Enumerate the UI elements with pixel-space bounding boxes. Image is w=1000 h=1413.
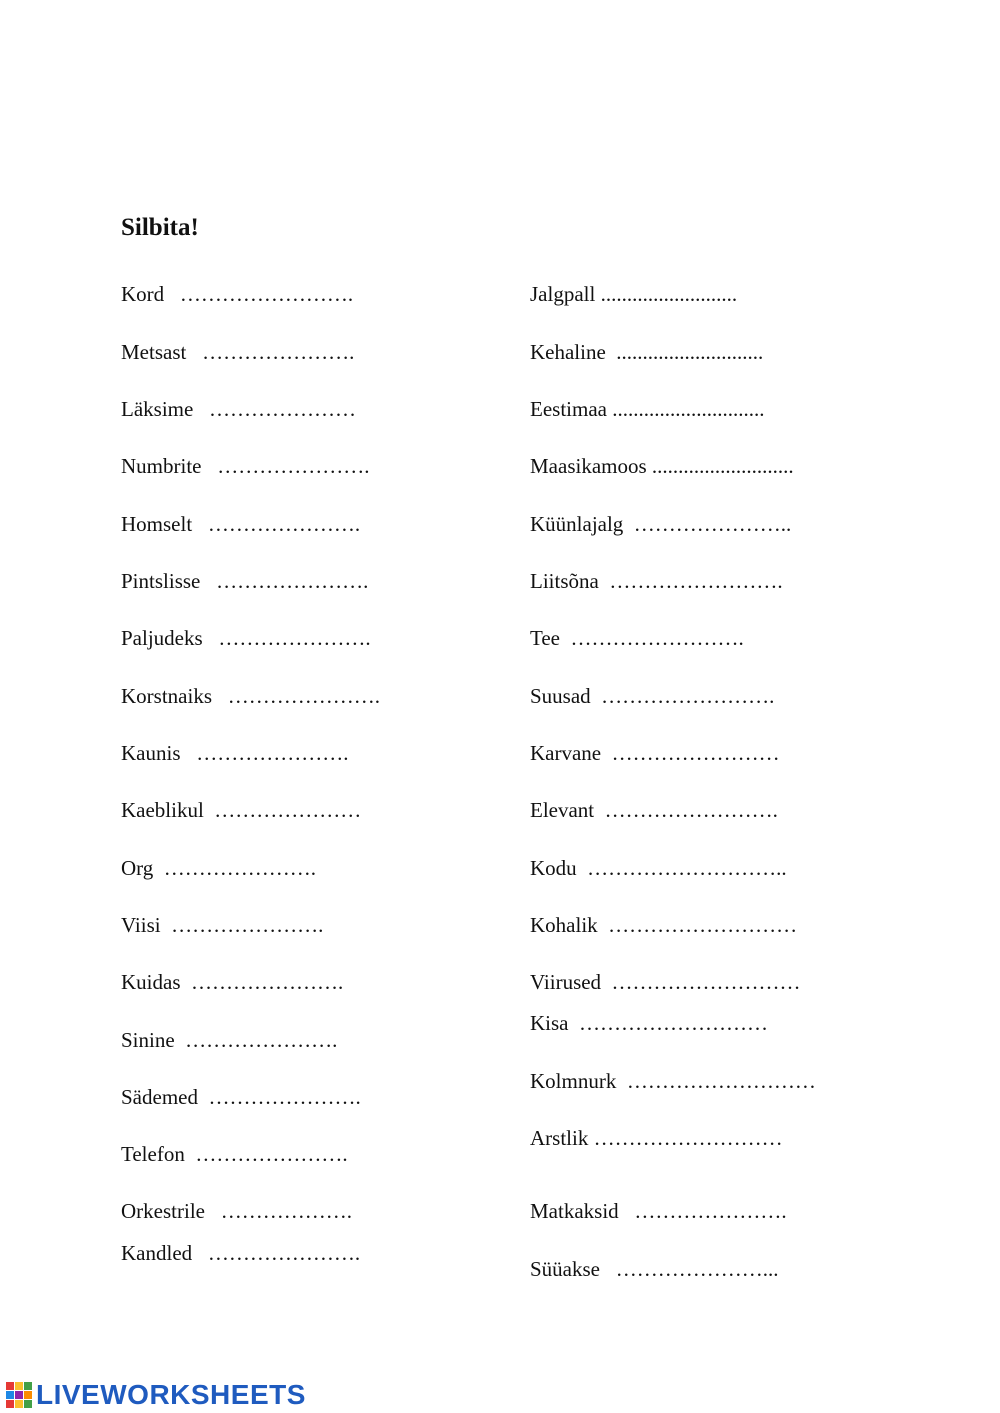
right-word-item: Süüakse …………………... xyxy=(530,1257,779,1281)
left-word-item: Kaunis …………………. xyxy=(121,741,349,765)
logo-text: LIVEWORKSHEETS xyxy=(36,1379,306,1410)
right-word-item: Kehaline ............................ xyxy=(530,340,764,364)
right-word-item: Viirused ……………………… xyxy=(530,970,801,994)
right-word-item: Kodu ……………………….. xyxy=(530,856,787,880)
right-word-item: Küünlajalg ………………….. xyxy=(530,512,792,536)
left-word-item: Läksime ………………… xyxy=(121,397,357,421)
right-word-item: Eestimaa ............................. xyxy=(530,397,765,421)
right-word-item: Tee ……………………. xyxy=(530,626,744,650)
right-word-item: Elevant ……………………. xyxy=(530,798,778,822)
right-word-item: Matkaksid …………………. xyxy=(530,1199,787,1223)
right-word-item: Arstlik ……………………… xyxy=(530,1126,783,1150)
left-word-item: Kaeblikul ………………… xyxy=(121,798,362,822)
left-word-item: Sädemed …………………. xyxy=(121,1085,361,1109)
worksheet-title: Silbita! xyxy=(121,214,199,241)
left-word-item: Kord ……………………. xyxy=(121,282,354,306)
left-word-item: Metsast …………………. xyxy=(121,340,355,364)
left-word-item: Orkestrile ………………. xyxy=(121,1199,352,1223)
left-word-item: Viisi …………………. xyxy=(121,913,324,937)
liveworksheets-logo-icon xyxy=(6,1382,32,1408)
right-word-item: Kolmnurk ……………………… xyxy=(530,1069,816,1093)
left-word-item: Telefon …………………. xyxy=(121,1142,348,1166)
right-word-item: Karvane …………………… xyxy=(530,741,780,765)
left-word-item: Korstnaiks …………………. xyxy=(121,684,380,708)
left-word-item: Kuidas …………………. xyxy=(121,970,344,994)
liveworksheets-logo xyxy=(6,1380,306,1410)
right-word-item: Maasikamoos ........................... xyxy=(530,454,794,478)
right-word-item: Kisa ……………………… xyxy=(530,1011,768,1035)
right-word-item: Liitsõna ……………………. xyxy=(530,569,783,593)
right-word-item: Jalgpall .......................... xyxy=(530,282,738,306)
right-word-item: Kohalik ……………………… xyxy=(530,913,798,937)
left-word-item: Kandled …………………. xyxy=(121,1241,361,1265)
right-word-item: Suusad ……………………. xyxy=(530,684,775,708)
left-word-item: Sinine …………………. xyxy=(121,1028,338,1052)
left-word-item: Paljudeks …………………. xyxy=(121,626,371,650)
left-word-item: Pintslisse …………………. xyxy=(121,569,369,593)
left-word-item: Org …………………. xyxy=(121,856,317,880)
left-word-item: Homselt …………………. xyxy=(121,512,361,536)
left-word-item: Numbrite …………………. xyxy=(121,454,370,478)
